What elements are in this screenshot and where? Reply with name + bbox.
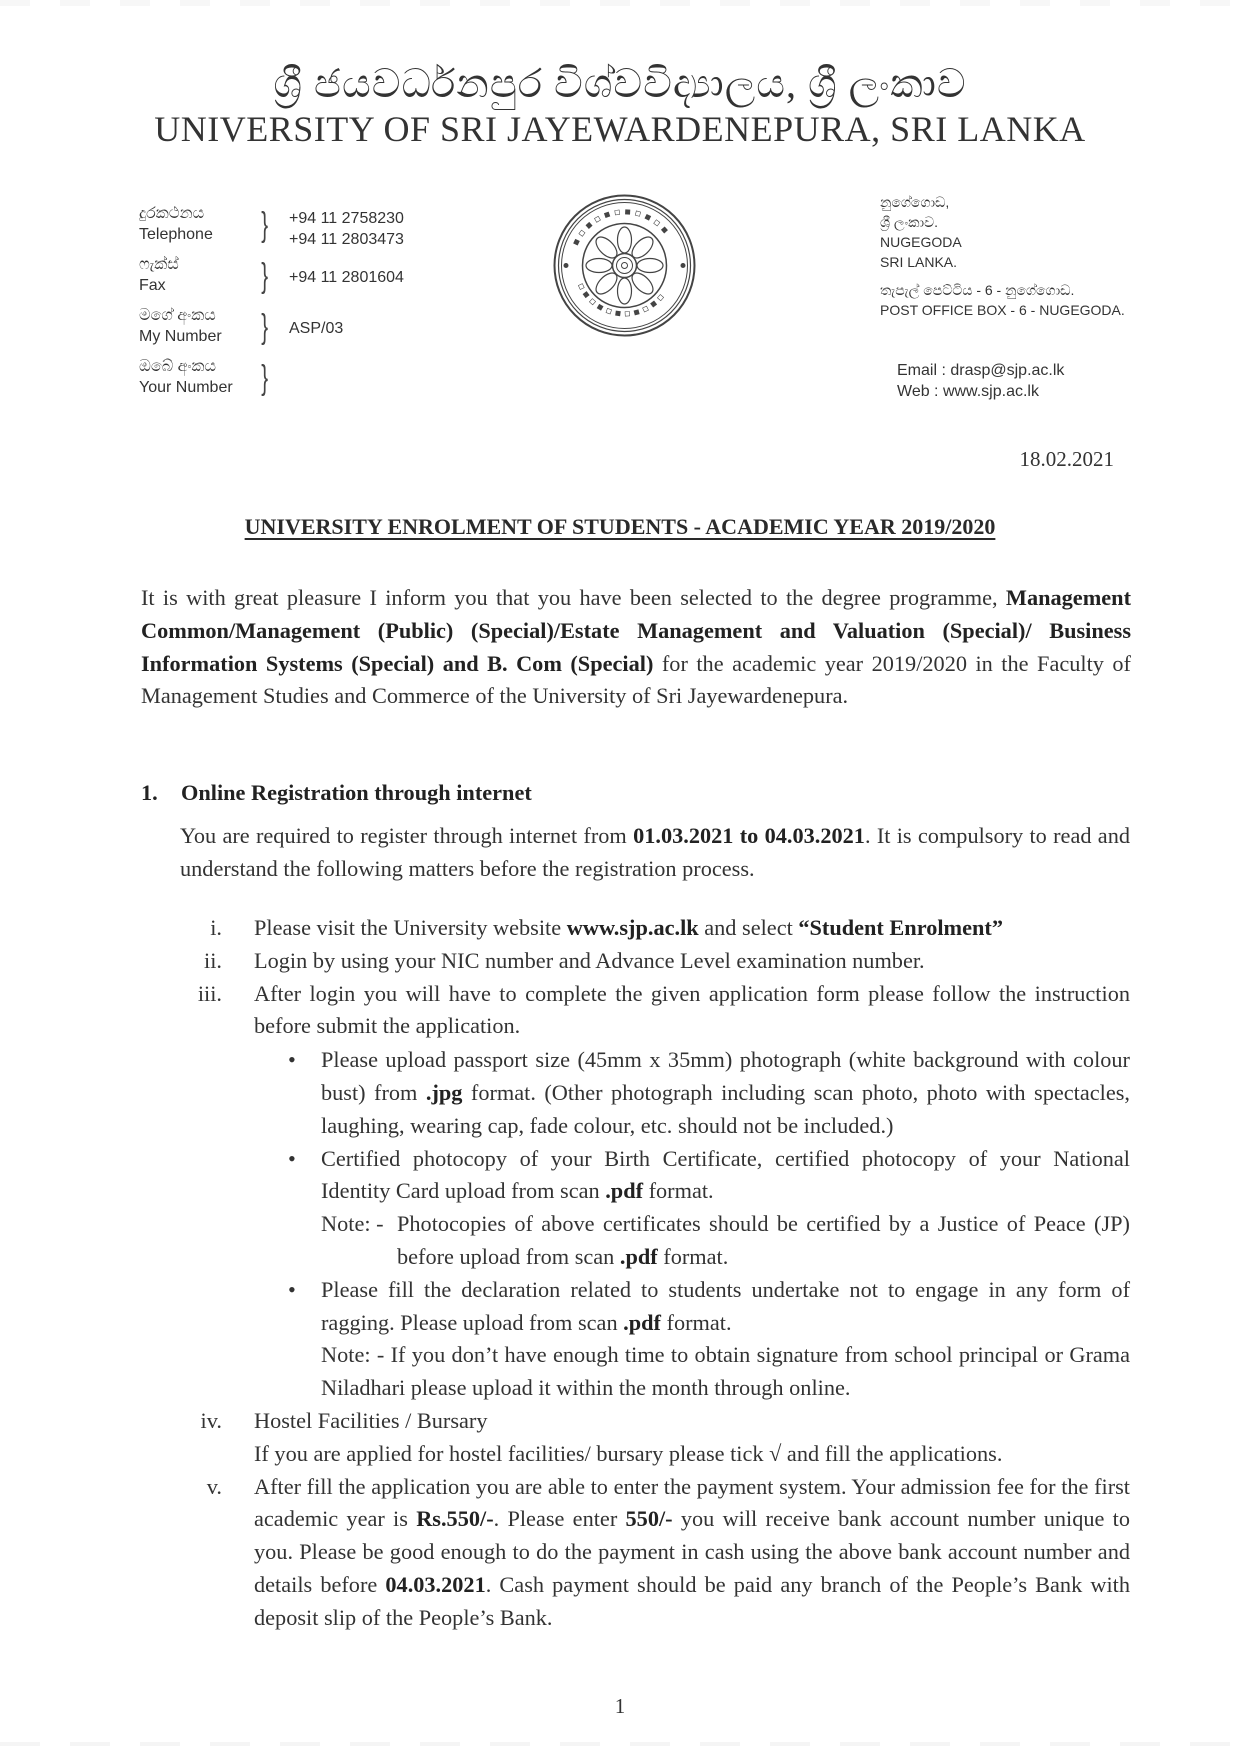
registration-dates: 01.03.2021 to 04.03.2021	[633, 823, 865, 848]
my-number-label-sinhala: මගේ අංකය	[139, 307, 216, 324]
note-signature: Note: - If you don’t have enough time to obtain signature from school principal or Grama Niladhari please upload it within the month through online.	[321, 1342, 1130, 1401]
email-address: Email : drasp@sjp.ac.lk	[897, 362, 1065, 379]
note-label: Note: -	[321, 1211, 384, 1237]
instruction-item	[180, 1471, 1130, 1635]
section-title: Online Registration through internet	[181, 780, 532, 805]
postal-address	[880, 192, 1125, 320]
bullet-text: format. (Other photograph including scan photo, photo with spectacles, laughing, wearing cap, fade colour, etc. should not be included.)	[321, 1079, 1130, 1138]
contact-block	[139, 203, 459, 407]
student-enrolment-label: “Student Enrolment”	[798, 915, 1003, 940]
bullet-icon: •	[288, 1145, 296, 1171]
item-numeral: iv.	[200, 1407, 222, 1433]
telephone-label: Telephone	[139, 226, 213, 243]
brace-icon: }	[261, 206, 269, 244]
item-numeral: i.	[210, 915, 222, 940]
section-intro	[180, 820, 1130, 886]
bullet-text: Please upload passport size (45mm x 35mm) photograph (white background with colour bust) from	[321, 1047, 1130, 1105]
degree-programmes: Management Common/Management (Public) (Special)/Estate Management and Valuation (Special)/ Business Information Systems (Special) and B. Com (Special)	[141, 585, 1131, 676]
letter-date: 18.02.2021	[1019, 447, 1114, 471]
item-numeral: iii.	[197, 980, 222, 1006]
item-text: . Cash payment should be paid any branch of the People’s Bank with deposit slip of the People’s Bank.	[254, 1571, 1130, 1630]
file-format: .pdf	[605, 1178, 644, 1204]
address-line-sinhala-2: ශ්‍රී ලංකාව.	[880, 214, 939, 230]
contact-your-number	[139, 356, 459, 407]
upload-requirements	[180, 1044, 1130, 1405]
contact-telephone	[139, 203, 459, 254]
bullet-item-photo	[254, 1044, 1130, 1142]
svg-text:▪︎ ▫︎ ▪︎ ▫︎ ▪︎ ▫︎ ▪︎ ▫︎ ▪︎ ▫︎: ▪︎ ▫︎ ▪︎ ▫︎ ▪︎ ▫︎ ▪︎ ▫︎ ▪︎ ▫︎ ▪︎	[570, 206, 671, 248]
item-text: and select	[698, 915, 799, 940]
bullet-text: Certified photocopy of your Birth Certificate, certified photocopy of your National Identity Card upload from scan	[321, 1145, 1130, 1204]
website-address: Web : www.sjp.ac.lk	[897, 383, 1039, 400]
svg-text:▫︎ ▪︎ ▫︎ ▪︎ ▫︎ ▪︎ ▫︎ ▪︎ ▫︎ ▪︎: ▫︎ ▪︎ ▫︎ ▪︎ ▫︎ ▪︎ ▫︎ ▪︎ ▫︎ ▪︎ ▫︎	[574, 281, 667, 320]
university-website: www.sjp.ac.lk	[566, 915, 699, 940]
file-format: .jpg	[425, 1079, 463, 1105]
section-number: 1.	[141, 780, 158, 805]
hostel-text: If you are applied for hostel facilities/ bursary please tick √ and fill the applications.	[254, 1440, 1003, 1466]
bullet-icon: •	[288, 1047, 296, 1073]
instruction-list	[180, 912, 1130, 1635]
page-number: 1	[614, 1694, 626, 1718]
instruction-item	[180, 1405, 1130, 1471]
brace-icon: }	[261, 359, 269, 397]
note-jp	[321, 1208, 1130, 1274]
pobox-sinhala: තැපැල් පෙට්ටිය - 6 - නුගේගොඩ.	[880, 282, 1075, 298]
note-text: Photocopies of above certificates should be certified by a Justice of Peace (JP) before upload from scan	[397, 1211, 1130, 1269]
bullet-text: format.	[643, 1178, 714, 1204]
file-format: .pdf	[619, 1243, 658, 1269]
payment-deadline: 04.03.2021	[385, 1571, 486, 1597]
your-number-label: Your Number	[139, 379, 233, 396]
telephone-label-sinhala: දුරකථනය	[139, 205, 205, 222]
item-text: Login by using your NIC number and Advance Level examination number.	[254, 947, 925, 973]
file-format: .pdf	[623, 1309, 661, 1335]
university-name-sinhala: ශ්‍රී ජයවර්ධනපුර විශ්වවිද්‍යාලය, ශ්‍රී ලංකාව	[273, 61, 967, 106]
item-text: After login you will have to complete the given application form please follow the instruction before submit the application.	[254, 980, 1130, 1039]
section-intro-text: You are required to register through internet from	[180, 823, 634, 848]
contact-fax	[139, 254, 459, 305]
address-line-sinhala-1: නුගේගොඩ,	[880, 194, 950, 210]
section-intro-text-end: . It is compulsory to read and understand the following matters before the registration process.	[180, 823, 1130, 881]
contact-my-number	[139, 305, 459, 356]
payment-amount: 550/-	[625, 1506, 673, 1532]
item-text: . Please enter	[493, 1506, 626, 1532]
bullet-icon: •	[288, 1276, 296, 1302]
address-city: NUGEGODA	[880, 234, 962, 250]
university-seal-icon	[552, 193, 697, 338]
instruction-item	[180, 978, 1130, 1044]
note-text: format.	[657, 1243, 729, 1269]
letter-subject: UNIVERSITY ENROLMENT OF STUDENTS - ACADEMIC YEAR 2019/2020	[244, 514, 996, 539]
intro-text: It is with great pleasure I inform you that you have been selected to the degree programme,	[141, 585, 1006, 610]
telephone-number-2: +94 11 2803473	[289, 231, 404, 248]
item-text: you will receive bank account number unique to you. Please be good enough to do the payment in cash using the above bank account number and details before	[254, 1506, 1130, 1597]
bullet-item-certificates	[254, 1143, 1130, 1274]
bullet-text: format.	[660, 1309, 732, 1335]
reference-number: ASP/03	[289, 320, 344, 337]
item-text: After fill the application you are able to enter the payment system. Your admission fee for the first academic year is	[254, 1473, 1130, 1532]
item-text: Please visit the University website	[254, 915, 567, 940]
web-contact	[897, 360, 1064, 402]
telephone-number-1: +94 11 2758230	[289, 210, 404, 227]
bullet-item-declaration	[254, 1274, 1130, 1405]
intro-text-end: for the academic year 2019/2020 in the Faculty of Management Studies and Commerce of the University of Sri Jayewardenepura.	[141, 650, 1131, 709]
item-numeral: ii.	[204, 947, 222, 973]
brace-icon: }	[261, 257, 269, 295]
pobox-english: POST OFFICE BOX - 6 - NUGEGODA.	[880, 302, 1125, 318]
intro-paragraph	[141, 582, 1131, 713]
scan-artifact-bottom	[0, 1742, 1240, 1746]
instruction-item	[180, 945, 1130, 978]
scan-artifact-top	[0, 0, 1240, 6]
admission-fee: Rs.550/-	[416, 1506, 494, 1532]
fax-label-sinhala: ෆැක්ස්	[139, 256, 179, 273]
address-country: SRI LANKA.	[880, 254, 958, 270]
section-heading	[141, 780, 532, 806]
university-name-english: UNIVERSITY OF SRI JAYEWARDENEPURA, SRI LANKA	[154, 109, 1086, 149]
bullet-text: Please fill the declaration related to students undertake not to engage in any form of ragging. Please upload from scan	[321, 1276, 1130, 1335]
fax-number: +94 11 2801604	[289, 269, 404, 286]
instruction-item	[180, 912, 1130, 945]
brace-icon: }	[261, 308, 269, 346]
hostel-heading: Hostel Facilities / Bursary	[254, 1407, 488, 1433]
fax-label: Fax	[139, 277, 166, 294]
item-numeral: v.	[206, 1473, 222, 1499]
my-number-label: My Number	[139, 328, 222, 345]
your-number-label-sinhala: ඔබේ අංකය	[139, 358, 217, 375]
